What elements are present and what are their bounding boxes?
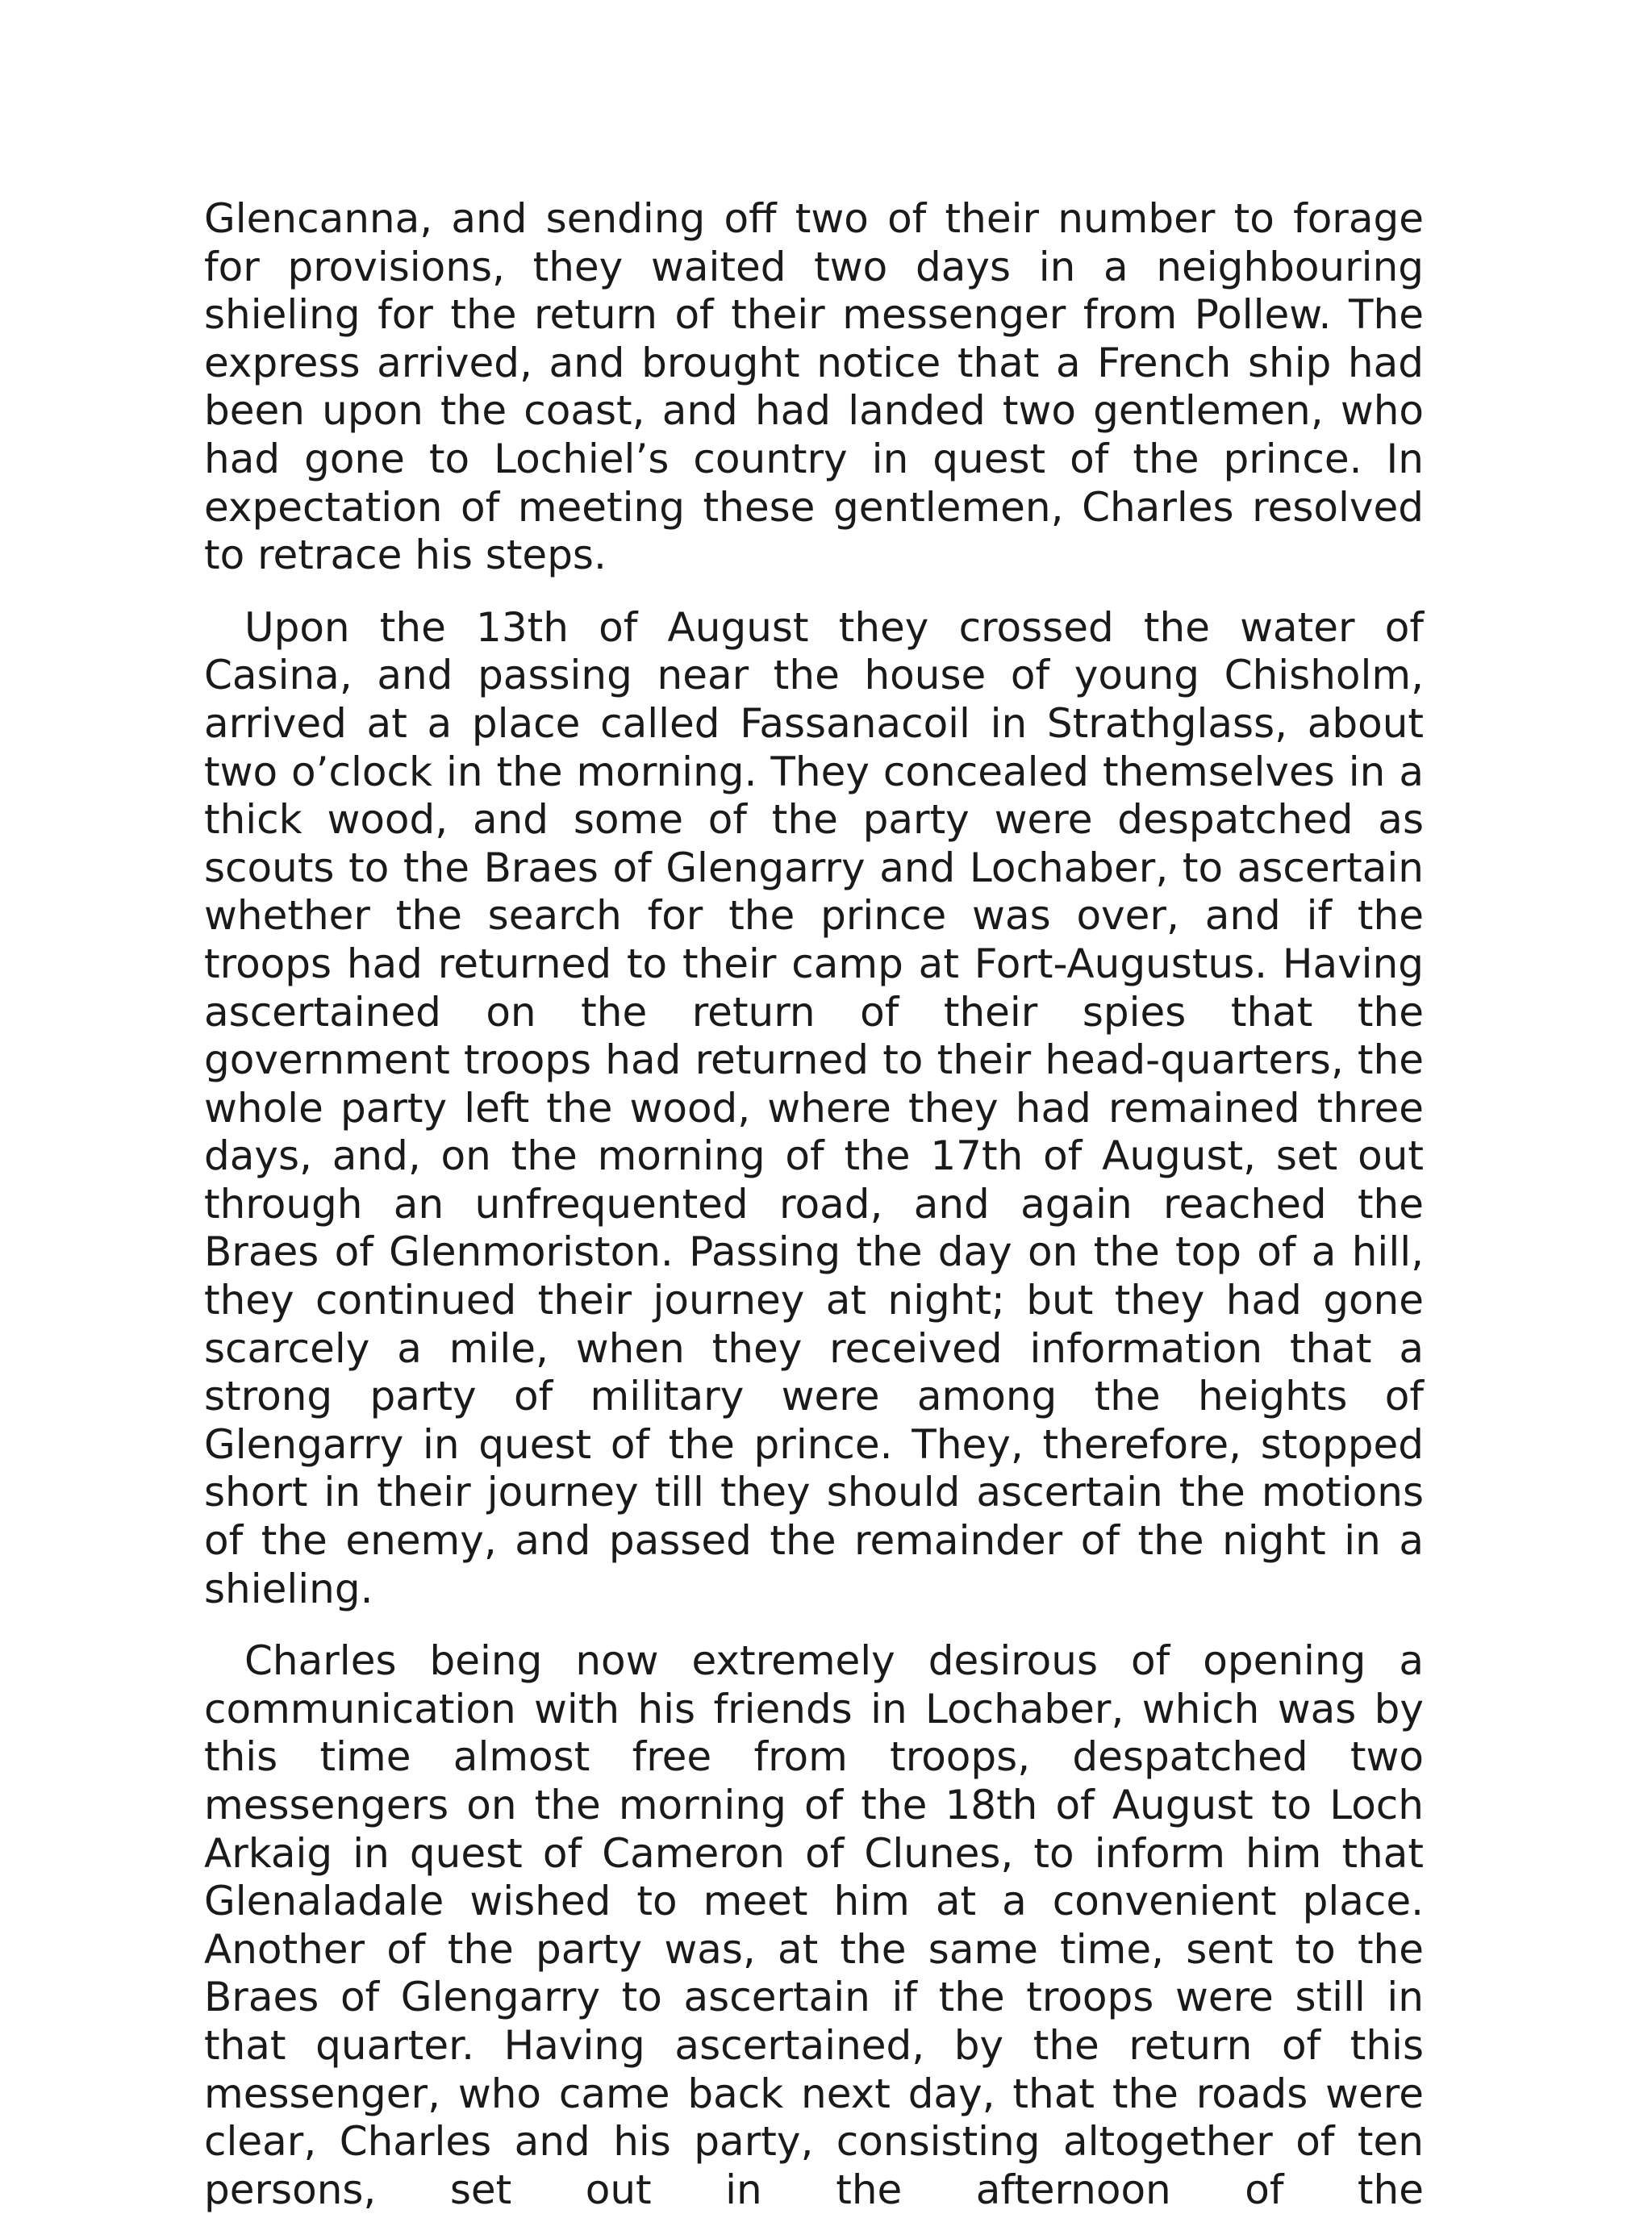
page-body [204,195,1424,2214]
paragraph-2: Upon the 13th of August they crossed the water of Casina, and passing near the house of young Chisholm, arrived at a place called Fassanacoil in Strathglass, about two o’clock in the morning. They concealed themselves in a thick wood, and some of the party were despatched as scouts to the Braes of Glengarry and Lochaber, to ascertain whether the search for the prince was over, and if the troops had returned to their camp at Fort-Augustus. Having ascertained on the return of their spies that the government troops had returned to their head-quarters, the whole party left the wood, where they had remained three days, and, on the morning of the 17th of August, set out through an unfrequented road, and again reached the Braes of Glenmoriston. Passing the day on the top of a hill, they continued their journey at night; but they had gone scarcely a mile, when they received information that a strong party of military were among the heights of Glengarry in quest of the prince. They, therefore, stopped short in their journey till they should ascertain the motions of the enemy, and passed the remainder of the night in a shieling. [204,603,1424,1612]
paragraph-3: Charles being now extremely desirous of opening a communication with his friends in Lochaber, which was by this time almost free from troops, despatched two messengers on the morning of the 18th of August to Loch Arkaig in quest of Cameron of Clunes, to inform him that Glenaladale wished to meet him at a convenient place. Another of the party was, at the same time, sent to the Braes of Glengarry to ascertain if the troops were still in that quarter. Having ascertained, by the return of this messenger, who came back next day, that the roads were clear, Charles and his party, consisting altogether of ten persons, set out in the afternoon of the [204,1637,1424,2213]
paragraph-1: Glencanna, and sending off two of their number to forage for provisions, they waited two days in a neighbouring shieling for the return of their messenger from Pollew. The express arrived, and brought notice that a French ship had been upon the coast, and had landed two gentlemen, who had gone to Lochiel’s country in quest of the prince. In expectation of meeting these gentlemen, Charles resolved to retrace his steps. [204,195,1424,579]
